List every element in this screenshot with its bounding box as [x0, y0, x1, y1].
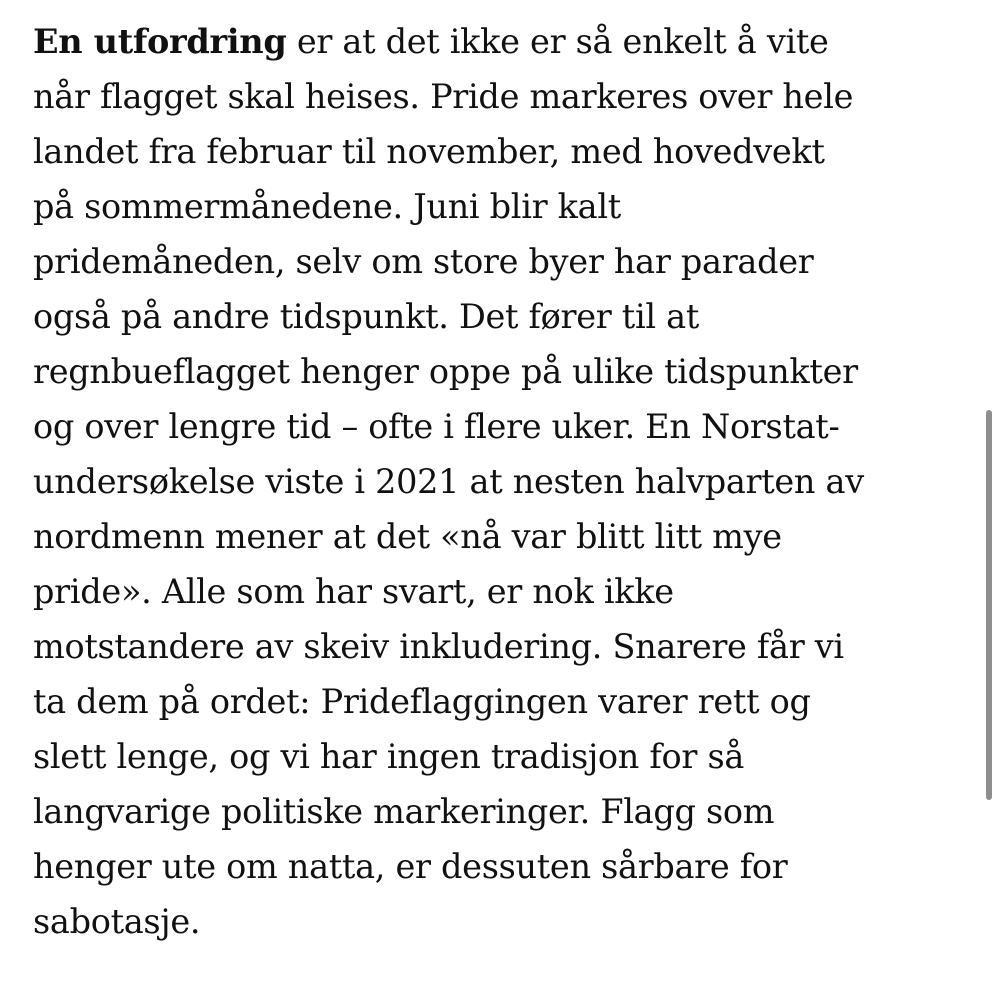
paragraph-line: motstandere av skeiv inkludering. Snarere får vi: [33, 627, 844, 666]
paragraph-line: undersøkelse viste i 2021 at nesten halvparten av: [33, 462, 864, 501]
paragraph-line: henger ute om natta, er dessuten sårbare for: [33, 847, 788, 886]
paragraph-line: ta dem på ordet: Prideflaggingen varer rett og: [33, 682, 811, 721]
paragraph-line: slett lenge, og vi har ingen tradisjon for så: [33, 737, 745, 776]
article-paragraph: [33, 14, 973, 949]
paragraph-line: sabotasje.: [33, 902, 201, 941]
paragraph-line: pridemåneden, selv om store byer har parader: [33, 242, 814, 281]
paragraph-line: regnbueflagget henger oppe på ulike tidspunkter: [33, 352, 858, 391]
first-line-text: er at det ikke er så enkelt å vite: [286, 22, 829, 61]
lead-in-bold: En utfordring: [33, 22, 287, 61]
paragraph-line: og over lengre tid – ofte i flere uker. En Norstat-: [33, 407, 840, 446]
paragraph-line: når flagget skal heises. Pride markeres over hele: [33, 77, 854, 116]
paragraph-line-1: [33, 14, 973, 69]
paragraph-line: også på andre tidspunkt. Det fører til at: [33, 297, 699, 336]
paragraph-line: nordmenn mener at det «nå var blitt litt mye: [33, 517, 782, 556]
paragraph-line: på sommermånedene. Juni blir kalt: [33, 187, 621, 226]
paragraph-line: landet fra februar til november, med hovedvekt: [33, 132, 825, 171]
vertical-scrollbar[interactable]: [986, 410, 992, 800]
paragraph-line: pride». Alle som har svart, er nok ikke: [33, 572, 674, 611]
paragraph-line: langvarige politiske markeringer. Flagg som: [33, 792, 775, 831]
